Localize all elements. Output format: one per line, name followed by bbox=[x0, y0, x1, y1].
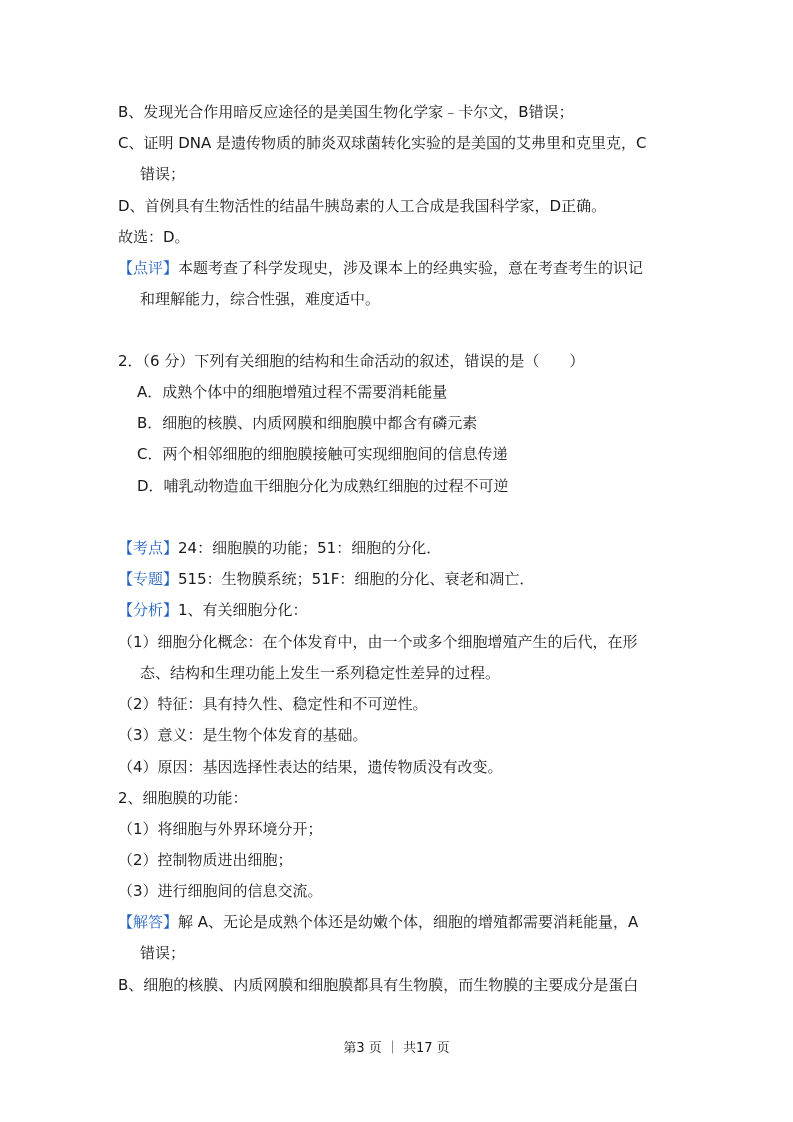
review-line-1 bbox=[118, 258, 643, 278]
kaodian-line bbox=[118, 538, 441, 558]
page-footer: 第3 页 ｜ 共17 页 bbox=[343, 1041, 450, 1056]
fenxi-tag: 【分析】 bbox=[118, 601, 179, 619]
zhuanti-text: 515：生物膜系统；51F：细胞的分化、衰老和凋亡． bbox=[178, 570, 535, 588]
question-stem: 2．（6 分）下列有关细胞的结构和生命活动的叙述，错误的是（ ） bbox=[118, 352, 585, 370]
answer-line-c-cont: 错误； bbox=[140, 165, 186, 183]
zhuanti-tag: 【专题】 bbox=[118, 570, 179, 588]
kaodian-text: 24：细胞膜的功能；51：细胞的分化． bbox=[178, 539, 442, 557]
jieda-line-3: B、细胞的核膜、内质网膜和细胞膜都具有生物膜，而生物膜的主要成分是蛋白 bbox=[118, 976, 639, 994]
analysis-line: （1）将细胞与外界环境分开； bbox=[118, 820, 323, 838]
answer-line-c: C、证明 DNA 是遗传物质的肺炎双球菌转化实验的是美国的艾弗里和克里克，C bbox=[118, 134, 647, 152]
analysis-line: 2、细胞膜的功能： bbox=[118, 789, 248, 807]
review-tag: 【点评】 bbox=[118, 259, 179, 277]
answer-line-b: B、发现光合作用暗反应途径的是美国生物化学家﹣卡尔文，B错误； bbox=[118, 103, 574, 121]
analysis-line: （4）原因：基因选择性表达的结果，遗传物质没有改变。 bbox=[118, 758, 503, 776]
review-line-2: 和理解能力，综合性强，难度适中。 bbox=[140, 290, 381, 308]
analysis-line: 态、结构和生理功能上发生一系列稳定性差异的过程。 bbox=[140, 664, 501, 682]
analysis-line: （3）进行细胞间的信息交流。 bbox=[118, 882, 323, 900]
analysis-line: （1）细胞分化概念：在个体发育中，由一个或多个细胞增殖产生的后代，在形 bbox=[118, 633, 638, 651]
option-a: A．成熟个体中的细胞增殖过程不需要消耗能量 bbox=[137, 383, 448, 401]
option-b: B．细胞的核膜、内质网膜和细胞膜中都含有磷元素 bbox=[137, 414, 478, 432]
fenxi-line bbox=[118, 600, 308, 620]
jieda-tag: 【解答】 bbox=[118, 913, 179, 931]
review-text: 本题考查了科学发现史，涉及课本上的经典实验，意在考查考生的识记 bbox=[178, 259, 644, 277]
jieda-text: 解 A、无论是成熟个体还是幼嫩个体，细胞的增殖都需要消耗能量，A bbox=[178, 913, 639, 931]
jieda-line bbox=[118, 912, 638, 932]
analysis-line: （2）控制物质进出细胞； bbox=[118, 851, 293, 869]
fenxi-text: 1、有关细胞分化： bbox=[178, 601, 308, 619]
answer-choice: 故选：D。 bbox=[118, 228, 190, 246]
jieda-line-2: 错误； bbox=[140, 944, 186, 962]
option-d: D．哺乳动物造血干细胞分化为成熟红细胞的过程不可逆 bbox=[137, 477, 509, 495]
kaodian-tag: 【考点】 bbox=[118, 539, 179, 557]
analysis-line: （3）意义：是生物个体发育的基础。 bbox=[118, 726, 368, 744]
answer-line-d: D、首例具有生物活性的结晶牛胰岛素的人工合成是我国科学家，D正确。 bbox=[118, 197, 607, 215]
analysis-line: （2）特征：具有持久性、稳定性和不可逆性。 bbox=[118, 695, 428, 713]
zhuanti-line bbox=[118, 569, 534, 589]
option-c: C．两个相邻细胞的细胞膜接触可实现细胞间的信息传递 bbox=[137, 445, 508, 463]
